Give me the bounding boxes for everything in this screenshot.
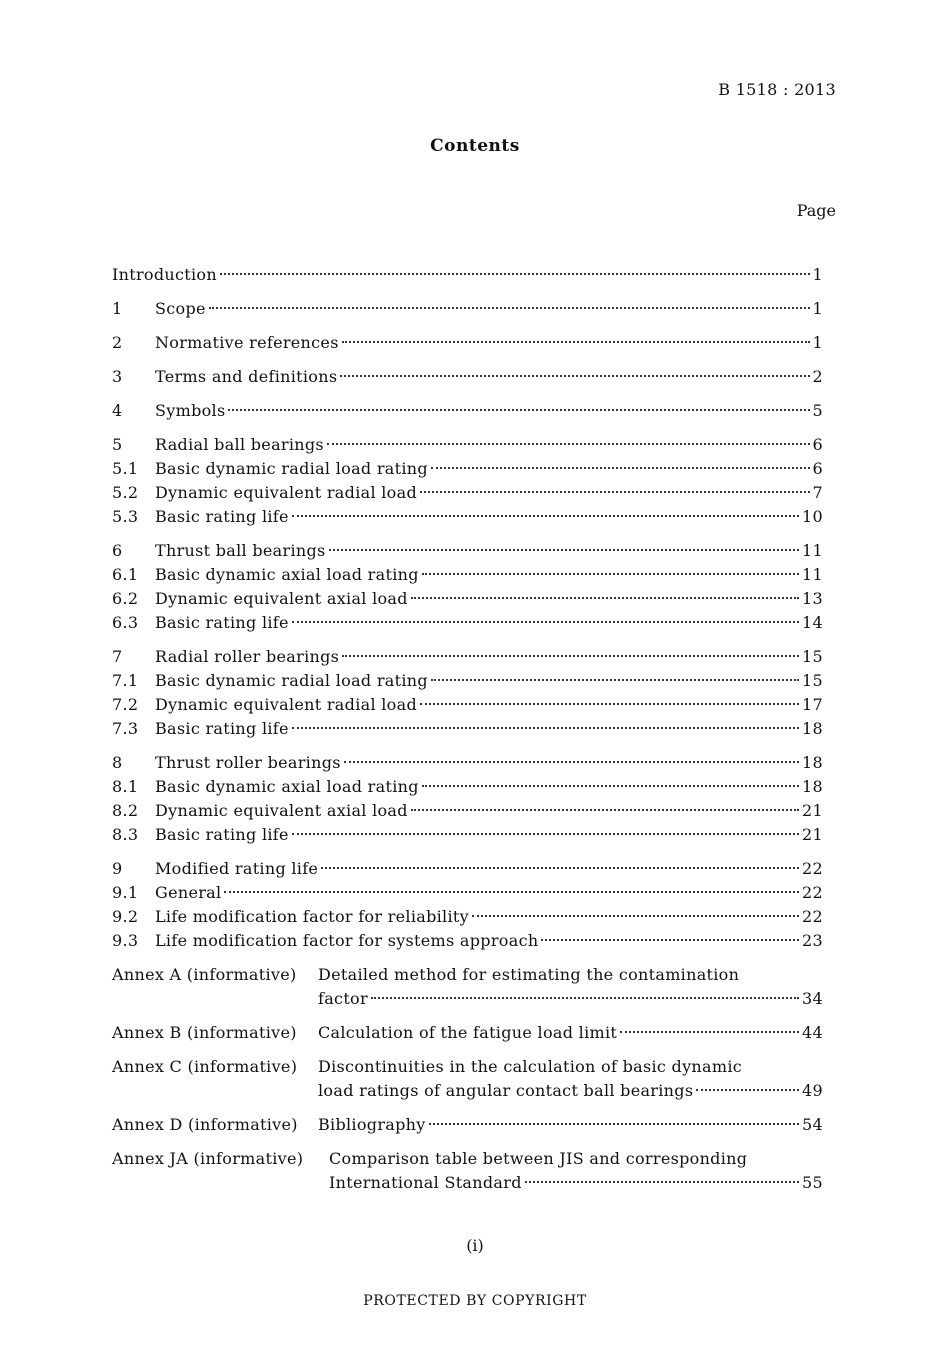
dot-leader <box>620 1031 799 1033</box>
toc-entry[interactable] <box>112 799 823 823</box>
toc-entry[interactable] <box>112 775 823 799</box>
toc-entry-title: Symbols <box>155 401 226 420</box>
toc-entry-page: 15 <box>802 647 823 666</box>
dot-leader <box>420 703 799 705</box>
toc-entry[interactable] <box>112 645 823 669</box>
toc-entry-page: 11 <box>802 565 823 584</box>
dot-leader <box>525 1181 799 1183</box>
toc-entry-number: 8.3 <box>112 825 139 844</box>
toc-entry-number: 7 <box>112 647 123 666</box>
dot-leader <box>411 809 799 811</box>
dot-leader <box>224 891 799 893</box>
toc-entry-number: 8.1 <box>112 777 139 796</box>
annex-title-line: Bibliography <box>318 1115 426 1134</box>
annex-title-final-line <box>318 1021 823 1045</box>
toc-entry-page: 22 <box>802 907 823 926</box>
toc-entry-title: Radial roller bearings <box>155 647 340 666</box>
toc-annex-entry[interactable] <box>112 963 823 1011</box>
toc-entry-page: 21 <box>802 825 823 844</box>
toc-entry[interactable] <box>112 365 823 389</box>
toc-entry[interactable] <box>112 857 823 881</box>
toc-entry-number: 5.1 <box>112 459 139 478</box>
annex-page: 55 <box>802 1173 823 1192</box>
dot-leader <box>321 867 799 869</box>
annex-title-final-line <box>318 1079 823 1103</box>
annex-body <box>318 1113 823 1137</box>
toc-entry[interactable] <box>112 669 823 693</box>
toc-entry-number: 7.2 <box>112 695 139 714</box>
toc-entry-title: Normative references <box>155 333 339 352</box>
toc-entry[interactable] <box>112 751 823 775</box>
dot-leader <box>292 833 799 835</box>
toc-annex-entry[interactable] <box>112 1113 823 1137</box>
toc-entry-title: Dynamic equivalent radial load <box>155 483 417 502</box>
dot-leader <box>422 573 799 575</box>
toc-entry-page: 15 <box>802 671 823 690</box>
toc-entry-number: 9.3 <box>112 931 139 950</box>
toc-entry-page: 1 <box>812 265 823 284</box>
toc-entry-page: 21 <box>802 801 823 820</box>
dot-leader <box>541 939 799 941</box>
toc-entry-number: 1 <box>112 299 123 318</box>
annex-title-final-line <box>318 1113 823 1137</box>
annex-page: 49 <box>802 1081 823 1100</box>
annex-title-line: International Standard <box>329 1173 522 1192</box>
dot-leader <box>342 655 799 657</box>
dot-leader <box>220 273 810 275</box>
toc-entry[interactable] <box>112 433 823 457</box>
toc-entry-title: Terms and definitions <box>155 367 338 386</box>
toc-entry-title: Life modification factor for systems approach <box>155 931 539 950</box>
annex-title-line: factor <box>318 989 368 1008</box>
toc-entry[interactable] <box>112 881 823 905</box>
annex-label: Annex JA (informative) <box>112 1149 304 1168</box>
toc-entry-page: 5 <box>812 401 823 420</box>
dot-leader <box>429 1123 799 1125</box>
toc-entry-page: 11 <box>802 541 823 560</box>
dot-leader <box>422 785 799 787</box>
dot-leader <box>371 997 799 999</box>
toc-entry[interactable] <box>112 457 823 481</box>
toc-entry-title: Thrust ball bearings <box>155 541 326 560</box>
annex-title-line: Discontinuities in the calculation of basic dynamic <box>318 1057 743 1076</box>
toc-entry-number: 2 <box>112 333 123 352</box>
toc-entry[interactable] <box>112 587 823 611</box>
toc-entry[interactable] <box>112 539 823 563</box>
toc-entry-page: 2 <box>812 367 823 386</box>
annex-title-line: load ratings of angular contact ball bearings <box>318 1081 694 1100</box>
dot-leader <box>292 621 799 623</box>
toc-entry[interactable] <box>112 717 823 741</box>
dot-leader <box>472 915 799 917</box>
toc-entry-title: Basic rating life <box>155 825 289 844</box>
toc-sections <box>112 263 823 953</box>
toc-entry-title: Life modification factor for reliability <box>155 907 469 926</box>
toc-entry-title: Basic dynamic radial load rating <box>155 459 428 478</box>
toc-entry-page: 13 <box>802 589 823 608</box>
toc-entry-page: 6 <box>812 435 823 454</box>
toc-entry-title: Modified rating life <box>155 859 319 878</box>
toc-entry[interactable] <box>112 905 823 929</box>
dot-leader <box>329 549 800 551</box>
toc-entry-page: 14 <box>802 613 823 632</box>
table-of-contents <box>112 263 823 1195</box>
page-column-label: Page <box>796 201 836 220</box>
toc-annex-entry[interactable] <box>112 1021 823 1045</box>
toc-entry-title: Basic rating life <box>155 613 289 632</box>
toc-entry-number: 6 <box>112 541 123 560</box>
annex-body <box>318 1055 823 1103</box>
dot-leader <box>696 1089 799 1091</box>
toc-entry-title: Thrust roller bearings <box>155 753 341 772</box>
toc-entry[interactable] <box>112 505 823 529</box>
annex-label: Annex D (informative) <box>112 1115 298 1134</box>
page-folio: (i) <box>466 1236 484 1255</box>
toc-entry-page: 1 <box>812 333 823 352</box>
toc-entry-page: 18 <box>802 719 823 738</box>
annex-body <box>318 963 823 1011</box>
toc-entry-title: General <box>155 883 222 902</box>
annex-page: 34 <box>802 989 823 1008</box>
dot-leader <box>340 375 809 377</box>
dot-leader <box>411 597 799 599</box>
page-title: Contents <box>430 136 520 156</box>
toc-entry[interactable] <box>112 481 823 505</box>
annex-page: 54 <box>802 1115 823 1134</box>
toc-annexes <box>112 963 823 1195</box>
dot-leader <box>327 443 810 445</box>
toc-entry-title: Basic dynamic radial load rating <box>155 671 428 690</box>
toc-entry-page: 1 <box>812 299 823 318</box>
toc-entry[interactable] <box>112 693 823 717</box>
dot-leader <box>420 491 810 493</box>
annex-page: 44 <box>802 1023 823 1042</box>
toc-entry-page: 22 <box>802 859 823 878</box>
toc-entry-page: 18 <box>802 777 823 796</box>
toc-entry-number: 9.2 <box>112 907 139 926</box>
toc-entry[interactable] <box>112 331 823 355</box>
toc-entry-number: 9 <box>112 859 123 878</box>
toc-entry-number: 8 <box>112 753 123 772</box>
toc-entry-title: Basic dynamic axial load rating <box>155 777 419 796</box>
dot-leader <box>209 307 810 309</box>
annex-title-line: Detailed method for estimating the contamination <box>318 965 740 984</box>
toc-entry-title: Dynamic equivalent axial load <box>155 801 408 820</box>
dot-leader <box>431 467 810 469</box>
dot-leader <box>292 515 799 517</box>
toc-entry-number: 5 <box>112 435 123 454</box>
annex-title-final-line <box>318 987 823 1011</box>
toc-entry-page: 6 <box>812 459 823 478</box>
toc-entry-number: 7.1 <box>112 671 139 690</box>
toc-entry-number: 4 <box>112 401 123 420</box>
toc-entry-number: 6.1 <box>112 565 139 584</box>
toc-entry-page: 17 <box>802 695 823 714</box>
toc-entry[interactable] <box>112 263 823 287</box>
toc-entry-title: Basic rating life <box>155 719 289 738</box>
toc-entry-title: Dynamic equivalent axial load <box>155 589 408 608</box>
toc-entry-number: 6.3 <box>112 613 139 632</box>
annex-title-line: Calculation of the fatigue load limit <box>318 1023 618 1042</box>
annex-label: Annex B (informative) <box>112 1023 297 1042</box>
toc-entry[interactable] <box>112 563 823 587</box>
toc-entry[interactable] <box>112 823 823 847</box>
annex-label: Annex A (informative) <box>112 965 297 984</box>
toc-entry-number: 8.2 <box>112 801 139 820</box>
annex-title-line: Comparison table between JIS and corresponding <box>329 1149 748 1168</box>
dot-leader <box>344 761 799 763</box>
toc-entry-title: Radial ball bearings <box>155 435 324 454</box>
annex-title-final-line <box>329 1171 823 1195</box>
dot-leader <box>342 341 810 343</box>
toc-entry[interactable] <box>112 399 823 423</box>
toc-entry-title: Basic dynamic axial load rating <box>155 565 419 584</box>
toc-entry[interactable] <box>112 611 823 635</box>
toc-entry-number: 6.2 <box>112 589 139 608</box>
toc-entry-page: 10 <box>802 507 823 526</box>
toc-entry[interactable] <box>112 297 823 321</box>
document-id: B 1518 : 2013 <box>718 80 836 99</box>
toc-annex-entry[interactable] <box>112 1055 823 1103</box>
dot-leader <box>431 679 799 681</box>
annex-body <box>318 1021 823 1045</box>
toc-entry-number: 9.1 <box>112 883 139 902</box>
toc-entry-title: Introduction <box>112 265 217 284</box>
toc-entry-title: Basic rating life <box>155 507 289 526</box>
toc-entry-title: Dynamic equivalent radial load <box>155 695 417 714</box>
toc-entry-page: 22 <box>802 883 823 902</box>
toc-entry[interactable] <box>112 929 823 953</box>
toc-entry-page: 18 <box>802 753 823 772</box>
toc-entry-number: 3 <box>112 367 123 386</box>
toc-entry-number: 5.3 <box>112 507 139 526</box>
toc-entry-page: 23 <box>802 931 823 950</box>
dot-leader <box>292 727 799 729</box>
toc-entry-page: 7 <box>812 483 823 502</box>
annex-body <box>329 1147 823 1195</box>
annex-label: Annex C (informative) <box>112 1057 298 1076</box>
copyright-notice: PROTECTED BY COPYRIGHT <box>363 1293 587 1309</box>
dot-leader <box>228 409 809 411</box>
toc-entry-title: Scope <box>155 299 206 318</box>
toc-annex-entry[interactable] <box>112 1147 823 1195</box>
toc-entry-number: 7.3 <box>112 719 139 738</box>
toc-entry-number: 5.2 <box>112 483 139 502</box>
